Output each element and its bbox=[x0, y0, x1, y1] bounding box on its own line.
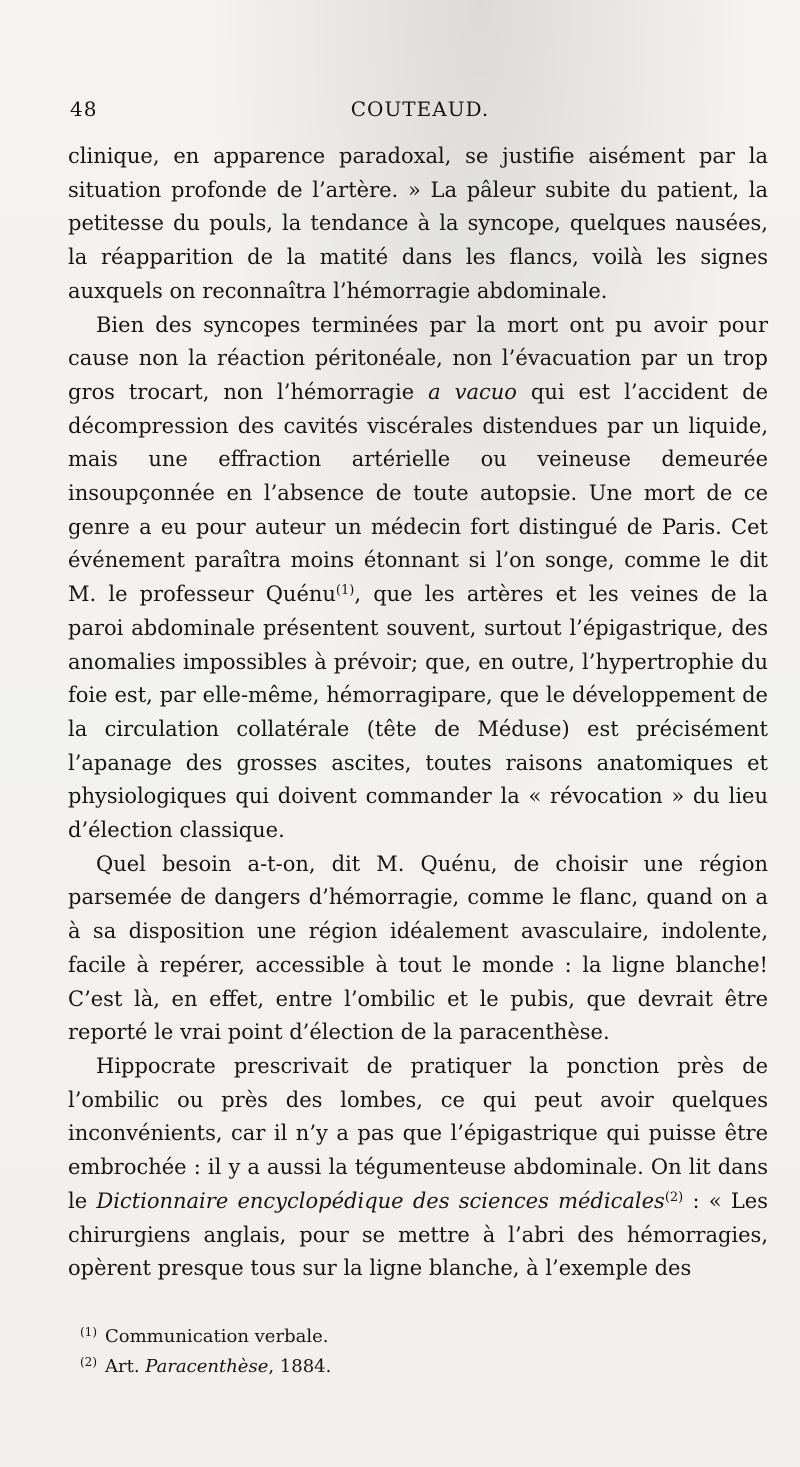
footnotes bbox=[80, 1322, 760, 1382]
paragraph bbox=[68, 309, 768, 848]
paragraph bbox=[68, 1050, 768, 1286]
paragraph bbox=[68, 848, 768, 1050]
footnote bbox=[80, 1352, 760, 1382]
footnote-marker: (1) bbox=[80, 1325, 97, 1339]
footnote-marker: (2) bbox=[80, 1355, 97, 1369]
italic-text: a vacuo bbox=[428, 379, 517, 404]
page-header bbox=[70, 97, 770, 129]
text-run: qui est l’accident de décompression des cavités viscérales distendues par un liquide, mais une effraction artérielle ou veineuse demeurée insoupçonnée en l’absence de toute autopsie. Une mort de ce genre a eu pour auteur un médecin fort distingué de Paris. Cet événement paraîtra moins étonnant si l’on songe, comme le dit M. le professeur Quénu bbox=[68, 379, 769, 607]
italic-text: Paracenthèse bbox=[145, 1356, 269, 1377]
text-run: Communication verbale. bbox=[105, 1326, 329, 1347]
text-run: Quel besoin a-t-on, dit M. Quénu, de choisir une région parsemée de dangers d’hémorragie, comme le flanc, quand on a à sa disposition une région idéalement avasculaire, indolente, facile à repérer, accessible à tout le monde : la ligne blanche! C’est là, en effet, entre l’ombilic et le pubis, que devrait être reporté le vrai point d’élection de la paracenthèse. bbox=[68, 851, 768, 1045]
text-run: Hippocrate prescrivait de pratiquer la ponction près de l’ombilic ou près des lombes, ce qui peut avoir quelques inconvénients, car il n’y a pas que l’épigastrique qui puisse être embrochée : il y a aussi la tégumenteuse abdominale. On lit dans le bbox=[68, 1053, 768, 1213]
text-run: clinique, en apparence paradoxal, se justifie aisément par la situation profonde de l’artère. » La pâleur subite du patient, la petitesse du pouls, la tendance à la syncope, quelques nausées, la réapparition de la matité dans les flancs, voilà les signes auxquels on reconnaîtra l’hémorragie abdominale. bbox=[68, 144, 768, 303]
page-number: 48 bbox=[70, 97, 98, 121]
text-run: : « Les chirurgiens anglais, pour se mettre à l’abri des hémorragies, opèrent presque tous sur la ligne blanche, à l’exemple des bbox=[68, 1188, 768, 1281]
text-run: , que les artères et les veines de la paroi abdominale présentent souvent, surtout l’épigastrique, des anomalies impossibles à prévoir; que, en outre, l’hypertrophie du foie est, par elle-même, hémorragipare, que le développement de la circulation collatérale (tête de Méduse) est précisément l’apanage des grosses ascites, toutes raisons anatomiques et physiologiques qui doivent commander la « révocation » du lieu d’élection classique. bbox=[68, 582, 768, 843]
italic-text: Dictionnaire encyclopédique des sciences médicales bbox=[96, 1188, 665, 1213]
text-run: Bien des syncopes terminées par la mort ont pu avoir pour cause non la réaction péritonéale, non l’évacuation par un trop gros trocart, non l’hémorragie bbox=[68, 312, 768, 404]
text-run: , 1884. bbox=[268, 1356, 332, 1377]
paragraph bbox=[68, 140, 768, 309]
footnote-reference: (1) bbox=[335, 583, 355, 599]
footnote-text bbox=[105, 1356, 331, 1377]
footnote bbox=[80, 1322, 760, 1352]
footnote-text bbox=[105, 1326, 328, 1347]
body-text bbox=[68, 140, 768, 1286]
running-title: COUTEAUD. bbox=[350, 97, 490, 121]
text-run: Art. bbox=[105, 1356, 146, 1377]
footnote-reference: (2) bbox=[664, 1189, 684, 1205]
